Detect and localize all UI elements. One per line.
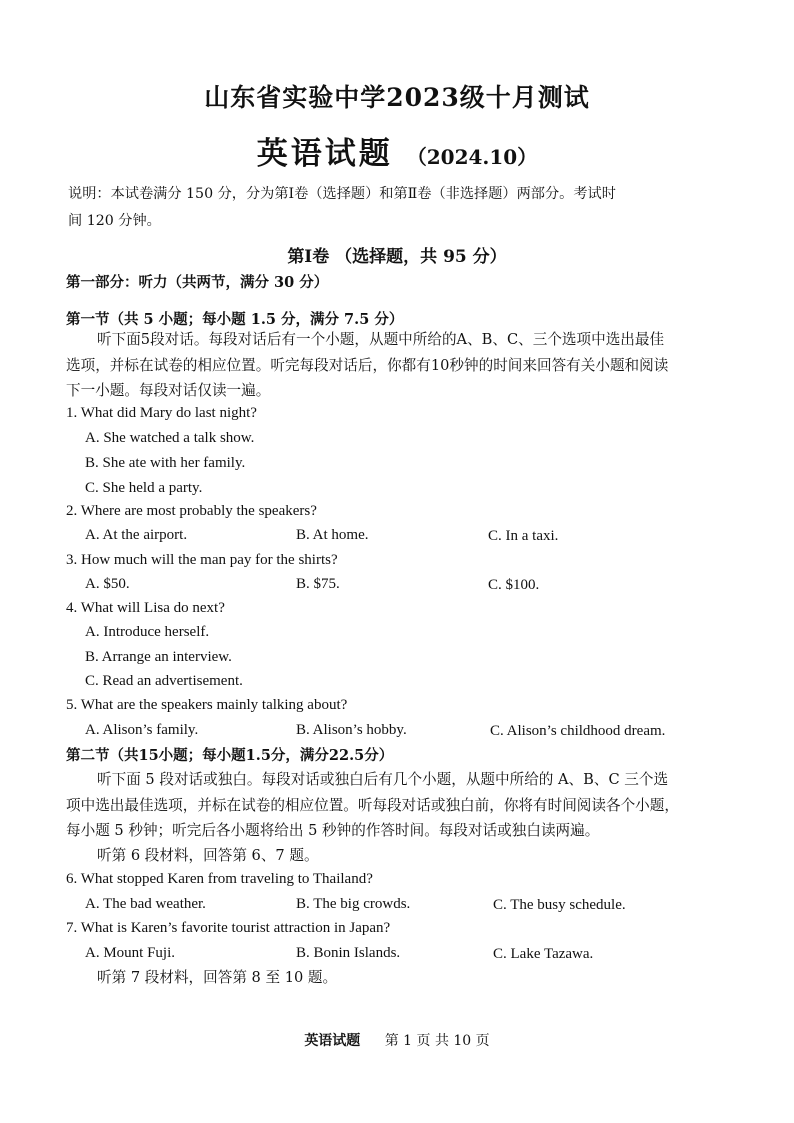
q4-option-b: B. Arrange an interview. <box>85 649 232 665</box>
q4-stem: 4. What will Lisa do next? <box>66 600 225 616</box>
q7-option-a: A. Mount Fuji. <box>85 945 176 961</box>
school-title: 山东省实验中学2023级十月测试 <box>204 83 590 112</box>
q1-option-b: B. She ate with her family. <box>85 455 246 471</box>
material-7-instruction: 听第 7 段材料，回答第 8 至 10 题。 <box>97 969 338 986</box>
section1-instruction-2: 选项，并标在试卷的相应位置。听完每段对话后，你都有10秒钟的时间来回答有关小题和阅读 <box>66 357 669 374</box>
section2-instruction-3: 每小题 5 秒钟；听完后各小题将给出 5 秒钟的作答时间。每段对话或独白读两遍。 <box>66 822 600 839</box>
q2-option-a: A. At the airport. <box>85 527 188 543</box>
q5-option-c: C. Alison’s childhood dream. <box>490 723 666 739</box>
page-footer <box>0 1030 794 1050</box>
section1-instruction-3: 下一小题。每段对话仅读一遍。 <box>66 382 271 399</box>
volume-title: 第Ⅰ卷 （选择题，共 95 分） <box>287 247 507 267</box>
q3-option-b: B. $75. <box>296 576 340 592</box>
note-line-2: 间 120 分钟。 <box>68 213 161 229</box>
q4-option-a: A. Introduce herself. <box>85 624 210 640</box>
q2-option-b: B. At home. <box>296 527 369 543</box>
exam-date: （2024.10） <box>406 145 538 169</box>
q1-option-a: A. She watched a talk show. <box>85 430 255 446</box>
q6-stem: 6. What stopped Karen from traveling to Thailand? <box>66 871 373 887</box>
note-line-1: 说明：本试卷满分 150 分，分为第Ⅰ卷（选择题）和第Ⅱ卷（非选择题）两部分。考试时 <box>68 186 616 202</box>
section1-instruction-1: 听下面5段对话。每段对话后有一个小题，从题中所给的A、B、C、三个选项中选出最佳 <box>97 331 665 348</box>
q7-stem: 7. What is Karen’s favorite tourist attraction in Japan? <box>66 920 391 936</box>
part1-title: 第一部分：听力（共两节，满分 30 分） <box>66 274 329 291</box>
section1-title: 第一节（共 5 小题；每小题 1.5 分，满分 7.5 分） <box>66 311 404 328</box>
q2-option-c: C. In a taxi. <box>488 528 559 544</box>
q1-stem: 1. What did Mary do last night? <box>66 405 257 421</box>
section2-instruction-2: 项中选出最佳选项，并标在试卷的相应位置。听每段对话或独白前，你将有时间阅读各个小题， <box>66 797 679 814</box>
footer-subject: 英语试题 <box>304 1033 361 1049</box>
q5-stem: 5. What are the speakers mainly talking about? <box>66 697 348 713</box>
q3-option-a: A. $50. <box>85 576 130 592</box>
subject-title: 英语试题 <box>256 136 393 172</box>
q4-option-c: C. Read an advertisement. <box>85 673 243 689</box>
q3-option-c: C. $100. <box>488 577 540 593</box>
q1-option-c: C. She held a party. <box>85 480 203 496</box>
q6-option-b: B. The big crowds. <box>296 896 411 912</box>
subject-title-line <box>0 128 794 173</box>
q6-option-c: C. The busy schedule. <box>493 897 626 913</box>
q2-stem: 2. Where are most probably the speakers? <box>66 503 317 519</box>
q6-option-a: A. The bad weather. <box>85 896 206 912</box>
q3-stem: 3. How much will the man pay for the shirts? <box>66 552 338 568</box>
q7-option-b: B. Bonin Islands. <box>296 945 401 961</box>
q7-option-c: C. Lake Tazawa. <box>493 946 594 962</box>
material-6-instruction: 听第 6 段材料，回答第 6、7 题。 <box>97 847 319 864</box>
footer-page-number: 第 1 页 共 10 页 <box>384 1033 490 1049</box>
section2-title: 第二节（共15小题；每小题1.5分，满分22.5分） <box>66 747 394 764</box>
q5-option-b: B. Alison’s hobby. <box>296 722 407 738</box>
q5-option-a: A. Alison’s family. <box>85 722 199 738</box>
section2-instruction-1: 听下面 5 段对话或独白。每段对话或独白后有几个小题，从题中所给的 A、B、C 三个选 <box>97 771 669 788</box>
